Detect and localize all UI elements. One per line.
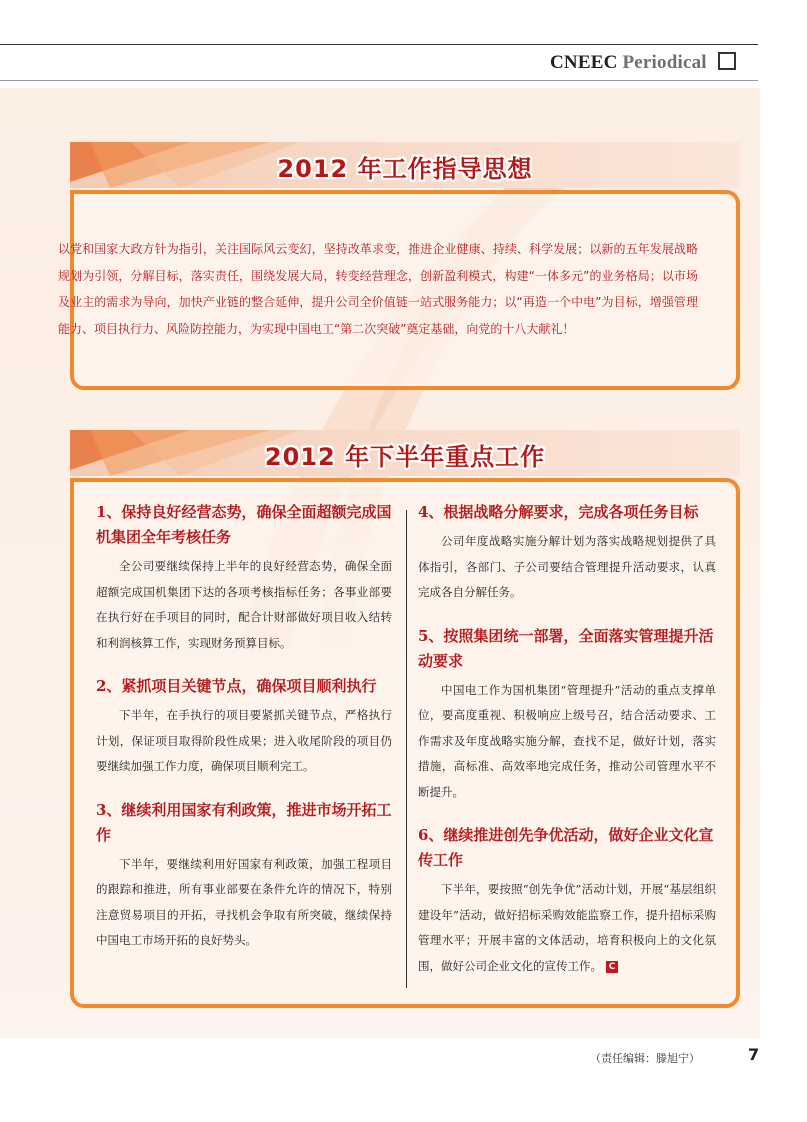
end-mark-icon: C: [606, 961, 618, 973]
task-heading: 2、紧抓项目关键节点，确保项目顺利执行: [96, 677, 377, 695]
column-divider: [406, 510, 407, 988]
header-rule-lower: [0, 80, 758, 81]
task-item: [418, 823, 716, 979]
guide-title-bar: [70, 142, 740, 188]
task-heading: 6、继续推进创先争优活动，做好企业文化宣传工作: [418, 826, 714, 869]
brand-sub: Periodical: [622, 52, 707, 73]
task-item: [418, 624, 716, 806]
task-body: 下半年，要继续利用好国家有利政策，加强工程项目的跟踪和推进，所有事业部要在条件允许的情况下，特别注意贸易项目的开拓，寻找机会争取有所突破，继续保持中国电工市场开拓的良好势头。: [96, 856, 392, 947]
task-body-text: 下半年，要按照“创先争优”活动计划，开展“基层组织建设年”活动，做好招标采购效能监察工作，提升招标采购管理水平；开展丰富的文体活动，培育积极向上的文化氛围，做好公司企业文化的宣传工作。: [418, 882, 716, 973]
guide-title: 2012 年工作指导思想: [277, 155, 533, 183]
task-heading: 5、按照集团统一部署，全面落实管理提升活动要求: [418, 626, 714, 670]
guide-body: 以党和国家大政方针为指引，关注国际风云变幻，坚持改革求变，推进企业健康、持续、科学发展；以新的五年发展战略规划为引领，分解目标，落实责任，围绕发展大局，转变经营理念，创新盈利模式，构建“一体多元”的业务格局；以市场及业主的需求为导向，加快产业链的整合延伸，提升公司全价值链一站式服务能力；以“再造一个中电”为目标，增强管理能力、项目执行力、风险防控能力，为实现中国电工“第二次突破”奠定基础，向党的十八大献礼！: [58, 242, 698, 336]
task-body: [418, 877, 716, 979]
right-column: [418, 500, 716, 979]
task-body: 全公司要继续保持上半年的良好经营态势，确保全面超额完成国机集团下达的各项考核指标任务；各事业部要在执行好在手项目的同时，配合计财部做好项目收入结转和利润核算工作，实现财务预算目标。: [96, 559, 392, 650]
task-item: [96, 674, 392, 780]
task-heading: 1、保持良好经营态势，确保全面超额完成国机集团全年考核任务: [96, 503, 392, 546]
page-number: 7: [748, 1045, 760, 1064]
task-item: [96, 798, 392, 954]
header-rule: [0, 44, 758, 45]
tasks-title-bar: [70, 430, 740, 476]
brand-main: CNEEC: [550, 52, 618, 73]
task-body: 下半年，在手执行的项目要紧抓关键节点，严格执行计划，保证项目取得阶段性成果；进入收尾阶段的项目仍要继续加强工作力度，确保项目顺利完工。: [96, 708, 392, 773]
tasks-title: 2012 年下半年重点工作: [264, 443, 546, 471]
task-item: [96, 500, 392, 656]
brand-square-icon: [718, 52, 736, 70]
brand-logo: [550, 52, 707, 74]
editor-credit: （责任编辑：滕旭宁）: [590, 1052, 700, 1065]
task-body: 公司年度战略实施分解计划为落实战略规划提供了具体指引，各部门、子公司要结合管理提升活动要求，认真完成各自分解任务。: [418, 534, 716, 599]
task-heading: 3、继续利用国家有利政策，推进市场开拓工作: [96, 800, 392, 844]
left-column: [96, 500, 392, 954]
task-item: [418, 500, 716, 606]
task-heading: 4、根据战略分解要求，完成各项任务目标: [418, 503, 699, 521]
task-body: 中国电工作为国机集团“管理提升”活动的重点支撑单位，要高度重视、积极响应上级号召，结合活动要求、工作需求及年度战略实施分解，查找不足，做好计划，落实措施，高标准、高效率地完成任务，推动公司管理水平不断提升。: [418, 682, 716, 799]
